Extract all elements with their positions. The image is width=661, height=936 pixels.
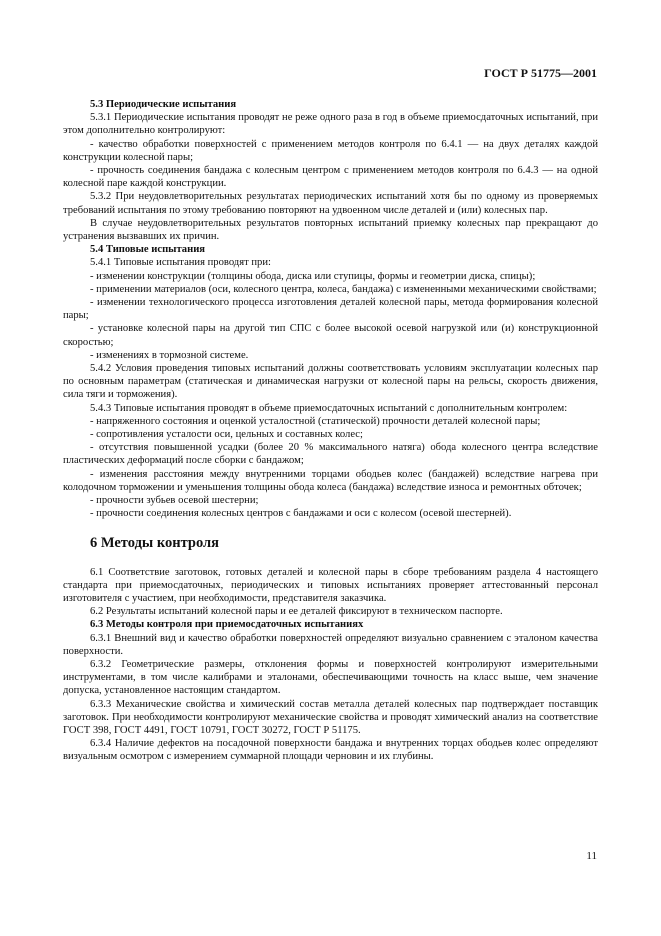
- section-heading-5-3: 5.3 Периодические испытания: [90, 99, 237, 110]
- paragraph: 5.4.3 Типовые испытания проводят в объеме приемосдаточных испытаний с дополнительным контролем:: [90, 402, 568, 414]
- paragraph: 5.3.2 При неудовлетворительных результатах периодических испытаний хотя бы по одному из проверяемых требований испытания по этому требованию повторяют на удвоенном числе деталей и (или) колесных пар.: [63, 191, 598, 216]
- document-body: [63, 98, 598, 764]
- paragraph: 6.3.2 Геометрические размеры, отклонения формы и поверхностей контролируют измерительными инструментами, в том числе калибрами и эталонами, обеспечивающими точность на класс выше, чем значение допуска, установленное настоящим стандартом.: [63, 658, 598, 697]
- list-item: - прочности соединения колесных центров с бандажами и оси с колесом (осевой шестерней).: [90, 508, 512, 520]
- paragraph: В случае неудовлетворительных результатов повторных испытаний приемку колесных пар прекращают до устранения вызвавших их причин.: [63, 217, 598, 243]
- list-item: - изменениях в тормозной системе.: [90, 349, 249, 361]
- list-item: - применении материалов (оси, колесного центра, колеса, бандажа) с измененными механическими свойствами;: [90, 283, 597, 295]
- page-number: 11: [586, 850, 597, 862]
- list-item: - изменении конструкции (толщины обода, диска или ступицы, формы и геометрии диска, спицы);: [90, 270, 536, 282]
- paragraph: 6.3.1 Внешний вид и качество обработки поверхностей определяют визуально сравнением с эталоном качества поверхности.: [63, 632, 598, 657]
- paragraph: 5.4.1 Типовые испытания проводят при:: [90, 257, 271, 269]
- paragraph: 6.1 Соответствие заготовок, готовых деталей и колесной пары в сборе требованиям раздела 4 настоящего стандарта при приемосдаточных, периодических и типовых испытаниях проверяет аттестованный персонал изготовителя с участием, при необходимости, представителя заказчика.: [63, 566, 598, 604]
- paragraph: 6.3.4 Наличие дефектов на посадочной поверхности бандажа и внутренних торцах ободьев колес определяют визуальным осмотром с измерением суммарной площади черновин и их глубины.: [63, 738, 598, 763]
- paragraph: 5.4.2 Условия проведения типовых испытаний должны соответствовать условиям эксплуатации колесных пар по основным параметрам (статическая и динамическая нагрузки от колесной пары на рельсы, скорость движения, сила тяги и торможения).: [63, 363, 598, 401]
- paragraph: 6.3.3 Механические свойства и химический состав металла деталей колесных пар подтверждает поставщик заготовок. При необходимости контролируют механические свойства и проводят химический анализ на соответствие ГОСТ 398, ГОСТ 4491, ГОСТ 10791, ГОСТ 30272, ГОСТ Р 51175.: [63, 698, 598, 736]
- paragraph: 6.2 Результаты испытаний колесной пары и ее деталей фиксируют в техническом паспорте.: [90, 606, 503, 618]
- list-item: - напряженного состояния и оценкой усталостной (статической) прочности деталей колесной пары;: [90, 415, 541, 427]
- list-item: - отсутствия повышенной усадки (более 20 % максимального натяга) обода колесного центра вследствие пластических деформаций после сборки с бандажом;: [63, 442, 598, 467]
- section-heading-5-4: 5.4 Типовые испытания: [90, 244, 206, 256]
- list-item: - установке колесной пары на другой тип СПС с более высокой осевой нагрузкой или (и) конструкционной скоростью;: [63, 323, 598, 348]
- document-code-header: ГОСТ Р 51775—2001: [484, 66, 597, 80]
- list-item: - качество обработки поверхностей с применением методов контроля по 6.4.1 — на двух деталях каждой конструкции колесной пары;: [63, 138, 598, 163]
- list-item: - прочность соединения бандажа с колесным центром с применением методов контроля по 6.4.3 — на одной колесной паре каждой конструкции.: [63, 165, 598, 190]
- section-heading-6: 6 Методы контроля: [90, 534, 220, 551]
- list-item: - прочности зубьев осевой шестерни;: [90, 495, 259, 507]
- paragraph: 5.3.1 Периодические испытания проводят не реже одного раза в год в объеме приемосдаточных испытаний, при этом дополнительно контролируют:: [63, 112, 598, 137]
- list-item: - изменения расстояния между внутренними торцами ободьев колес (бандажей) вследствие нагрева при колодочном торможении и уменьшения толщины обода колеса (бандажа) вследствие износа и ремонтных обточек;: [63, 468, 598, 493]
- list-item: - изменении технологического процесса изготовления деталей колесной пары, метода формирования колесной пары;: [63, 297, 598, 322]
- section-heading-6-3: 6.3 Методы контроля при приемосдаточных испытаниях: [90, 619, 364, 631]
- list-item: - сопротивления усталости оси, цельных и составных колес;: [90, 429, 363, 441]
